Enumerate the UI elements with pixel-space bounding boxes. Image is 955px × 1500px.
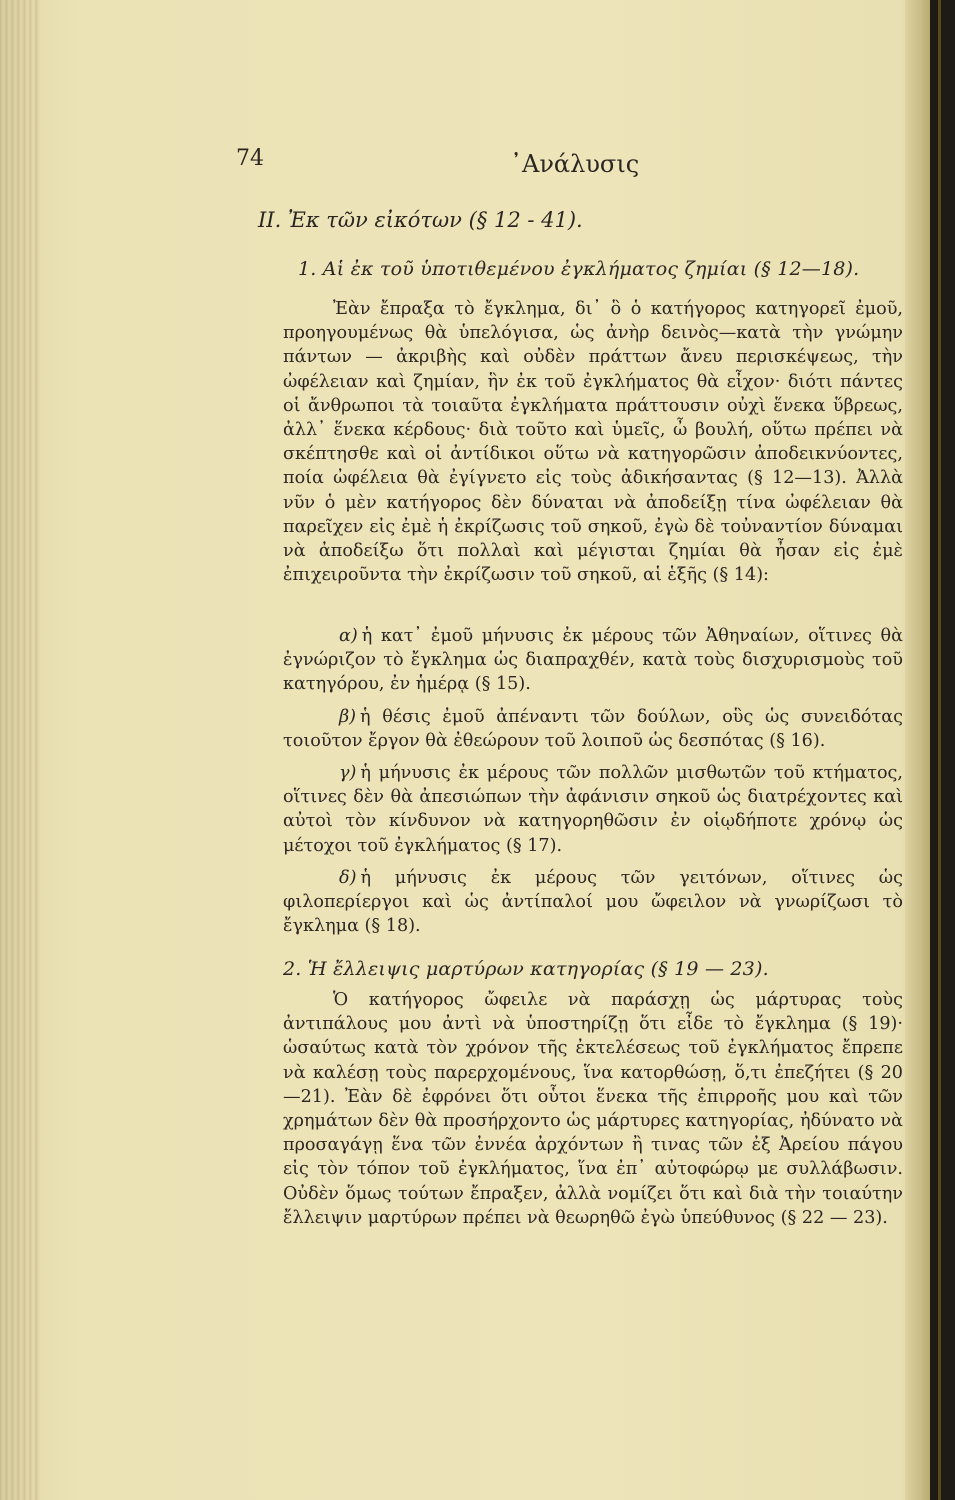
list-item: [283, 866, 903, 939]
list-item: [283, 705, 903, 753]
list-marker: α): [339, 626, 358, 646]
list-item-text: ἡ κατ᾽ ἐμοῦ μήνυσις ἐκ μέρους τῶν Ἀθηναίων, οἵτινες θὰ ἐγνώριζον τὸ ἔγκλημα ὡς διαπραχθέν, κατὰ τοὺς δισχυρισμοὺς τοῦ κατηγόρου, ἐν ἡμέρᾳ (§ 15).: [283, 626, 903, 695]
list-item-text: ἡ μήνυσις ἐκ μέρους τῶν πολλῶν μισθωτῶν τοῦ κτήματος, οἵτινες δὲν θὰ ἀπεσιώπων τὴν ἀφάνισιν σηκοῦ ὡς διατρέχοντες καὶ αὐτοὶ τὸν κίνδυνον νὰ κατηγορηθῶσιν ἐν οἱῳδήποτε χρόνῳ ὡς μέτοχοι τοῦ ἐγκλήματος (§ 17).: [283, 763, 903, 856]
spine-strip: [938, 0, 941, 1500]
list-item: [283, 624, 903, 697]
subsection-2-body: [283, 988, 903, 1230]
list-marker: γ): [339, 763, 357, 784]
list-item-text: ἡ θέσις ἐμοῦ ἀπέναντι τῶν δούλων, οὓς ὡς συνειδότας τοιοῦτον ἔργον θὰ ἐθεώρουν τοῦ λοιποῦ ὡς δεσπότας (§ 16).: [283, 706, 903, 751]
subsection-heading-1: 1. Αἱ ἐκ τοῦ ὑποτιθεμένου ἐγκλήματος ζημίαι (§ 12—18).: [298, 258, 860, 280]
list-item: [283, 761, 903, 858]
running-head: ᾽Ανάλυσις: [510, 150, 640, 178]
book-spine: [930, 0, 955, 1500]
subsection-1-body: [283, 297, 903, 587]
subsection-heading-2: 2. Ἡ ἔλλειψις μαρτύρων κατηγορίας (§ 19 — 23).: [283, 958, 769, 980]
list-marker: δ): [339, 867, 357, 888]
section-heading: ΙΙ. Ἐκ τῶν εἰκότων (§ 12 - 41).: [258, 208, 583, 232]
damages-list: [283, 624, 903, 946]
list-item-text: ἡ μήνυσις ἐκ μέρους τῶν γειτόνων, οἵτινες ὡς φιλοπερίεργοι καὶ ὡς ἀντίπαλοί μου ὤφειλον νὰ γνωρίζωσι τὸ ἔγκλημα (§ 18).: [283, 867, 903, 937]
paragraph: Ὁ κατήγορος ὤφειλε νὰ παράσχῃ ὡς μάρτυρας τοὺς ἀντιπάλους μου ἀντὶ νὰ ὑποστηρίζῃ ὅτι εἶδε τὸ ἔγκλημα (§ 19)· ὡσαύτως κατὰ τὸν χρόνον τῆς ἐκτελέσεως τοῦ ἐγκλήματος ἔπρεπε νὰ καλέσῃ τοὺς παρερχομένους, ἵνα κατορθώσῃ, ὅ,τι ἐπεζήτει (§ 20—21). Ἐὰν δὲ ἐφρόνει ὅτι οὗτοι ἕνεκα τῆς ἐπιρροῆς μου καὶ τῶν χρημάτων δὲν θὰ προσήρχοντο ὡς μάρτυρες κατηγορίας, ἠδύνατο νὰ προσαγάγῃ ἕνα τῶν ἐννέα ἀρχόντων ἢ τινας τῶν ἐξ Ἀρείου πάγου εἰς τὸν τόπον τοῦ ἐγκλήματος, ἵνα ἐπ᾽ αὐτοφώρῳ με συλλάβωσιν. Οὐδὲν ὅμως τούτων ἔπραξεν, ἀλλὰ νομίζει ὅτι καὶ διὰ τὴν τοιαύτην ἔλλειψιν μαρτύρων πρέπει νὰ θεωρηθῶ ἐγὼ ὑπεύθυνος (§ 22 — 23).: [283, 990, 903, 1228]
page-number: 74: [236, 146, 264, 171]
list-marker: β): [339, 706, 357, 727]
paragraph: Ἐὰν ἔπραξα τὸ ἔγκλημα, δι᾽ ὃ ὁ κατήγορος κατηγορεῖ ἐμοῦ, προηγουμένως θὰ ὑπελόγισα, ὡς ἀνὴρ δεινὸς—κατὰ τὴν γνώμην πάντων — ἀκριβὴς καὶ οὐδὲν πράττων ἄνευ περισκέψεως, τὴν ὠφέλειαν καὶ ζημίαν, ἣν ἐκ τοῦ ἐγκλήματος θὰ εἶχον· διότι πάντες οἱ ἄνθρωποι τὰ τοιαῦτα ἐγκλήματα πράττουσιν οὐχὶ ἕνεκα ὕβρεως, ἀλλ᾽ ἕνεκα κέρδους· διὰ τοῦτο καὶ ὑμεῖς, ὦ βουλή, οὕτω πρέπει νὰ σκέπτησθε καὶ οἱ ἀντίδικοι οὕτω νὰ κατηγορῶσιν ἀποδεικνύοντες, ποία ὠφέλεια θὰ ἐγίγνετο εἰς τοὺς ἀδικήσαντας (§ 12—13). Ἀλλὰ νῦν ὁ μὲν κατήγορος δὲν δύναται νὰ ἀποδείξῃ τίνα ὠφέλειαν θὰ παρεῖχεν εἰς ἐμὲ ἡ ἐκρίζωσις τοῦ σηκοῦ, ἐγὼ δὲ τοὐναντίον δύναμαι νὰ ἀποδείξω ὅτι πολλαὶ καὶ μέγισται ζημίαι θὰ ἦσαν εἰς ἐμὲ ἐπιχειροῦντα τὴν ἐκρίζωσιν τοῦ σηκοῦ, αἱ ἑξῆς (§ 14):: [283, 299, 903, 586]
